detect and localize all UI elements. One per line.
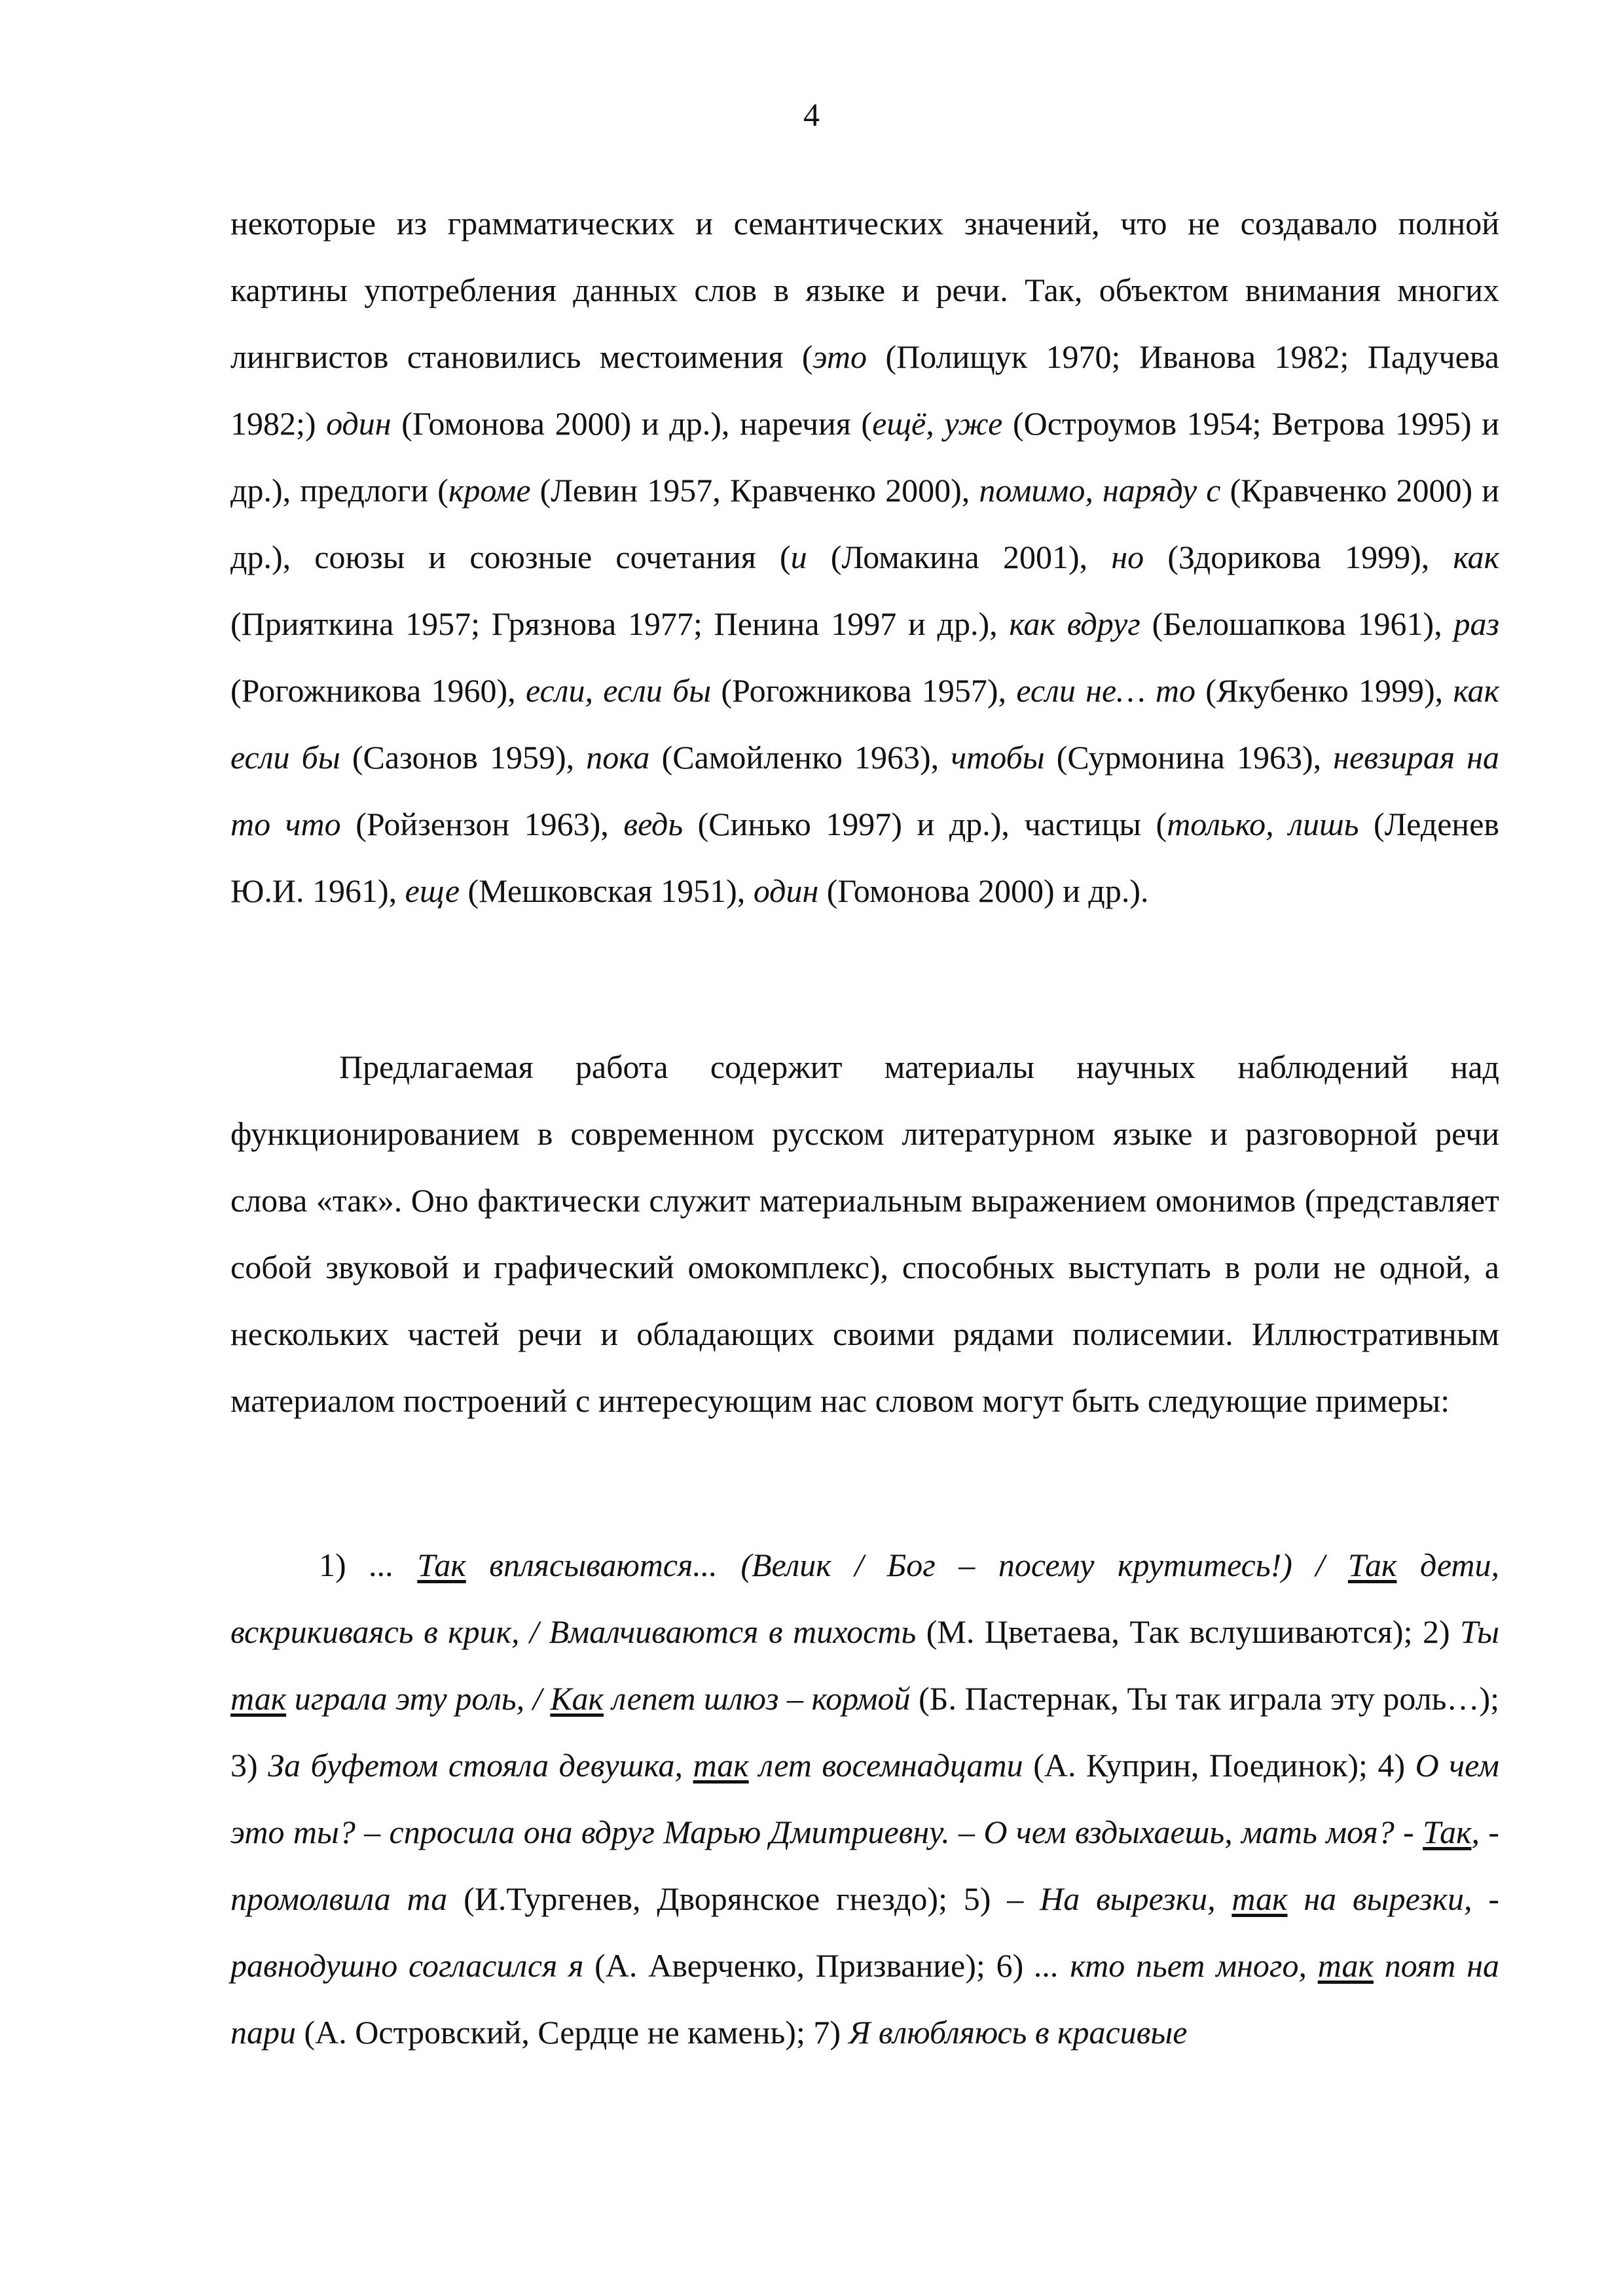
italic-term: как (1453, 539, 1499, 575)
text: (Здорикова 1999), (1144, 539, 1453, 575)
italic-term: как если бы (230, 672, 1500, 776)
example-text: лепет шлюз – кормой (603, 1680, 911, 1717)
underlined-word: Так (1423, 1814, 1472, 1850)
example-text: лет восемнадцати (748, 1747, 1023, 1784)
example-source: (Б. Пастернак, Ты так играла эту роль…); 3) (230, 1680, 1499, 1784)
page-number: 4 (803, 96, 820, 133)
example-text: , - промолвила та (230, 1814, 1499, 1917)
example-text: ... кто пьет много, (1034, 1947, 1318, 1984)
italic-term: пока (586, 739, 650, 776)
underlined-word: Так (1347, 1547, 1397, 1583)
italic-term: это (812, 338, 867, 375)
example-text: За буфетом стояла девушка, (268, 1747, 693, 1784)
text: (Самойленко 1963), (649, 739, 951, 776)
example-source: (А. Островский, Сердце не камень); 7) (296, 2014, 849, 2051)
italic-term: и (790, 539, 807, 575)
italic-term: раз (1453, 605, 1500, 642)
text: некоторые из грамматических и семантических значений, что не создавало полной картины употребления данных слов в языке и речи. Так, объектом внимания многих лингвистов становились местоимения ( (230, 205, 1499, 375)
example-text: дети, вскрикиваясь в крик, / Вмалчиваются в тихость (230, 1547, 1499, 1650)
example-text: Я влюбляюсь в красивые (848, 2014, 1188, 2051)
example-source: (А. Аверченко, Призвание); 6) (583, 1947, 1035, 1984)
text: (Сурмонина 1963), (1044, 739, 1334, 776)
text: (Ломакина 2001), (807, 539, 1112, 575)
text: (Леденев Ю.И. 1961), (230, 806, 1499, 909)
italic-term: ведь (623, 806, 684, 842)
italic-term: помимо, наряду с (979, 472, 1221, 509)
italic-term: кроме (448, 472, 531, 509)
italic-term: как вдруг (1009, 605, 1140, 642)
paragraph-examples (230, 1499, 1499, 2098)
text: (Синько 1997) и др.), частицы ( (683, 806, 1167, 842)
italic-term: ещё, уже (872, 405, 1003, 442)
example-text: ... (369, 1547, 418, 1583)
text: (Кравченко 2000) и др.), союзы и союзные сочетания ( (230, 472, 1499, 575)
example-text: играла эту роль, / (286, 1680, 551, 1717)
italic-term: чтобы (951, 739, 1045, 776)
italic-term: невзирая на то что (230, 739, 1500, 842)
text: (Белошапкова 1961), (1140, 605, 1454, 642)
italic-term: если не… то (1016, 672, 1196, 709)
text: (Левин 1957, Кравченко 2000), (530, 472, 979, 509)
italic-term: но (1111, 539, 1144, 575)
paragraph-text: Предлагаемая работа содержит материалы научных наблюдений над функционированием в современном русском литературном языке и разговорной речи слова «так». Оно фактически служит материальным выражением омонимов (представляет собой звуковой и графический омокомплекс), способных выступать в роли не одной, а нескольких частей речи и обладающих своими рядами полисемии. Иллюстративным материалом построений с интересующим нас словом могут быть следующие примеры: (230, 1049, 1499, 1419)
text: (Рогожникова 1957), (711, 672, 1017, 709)
example-source: (М. Цветаева, Так вслушиваются); 2) (916, 1613, 1461, 1650)
italic-term: еще (405, 872, 460, 909)
text: (Гомонова 2000) и др.), наречия ( (391, 405, 873, 442)
text: (Якубенко 1999), (1195, 672, 1453, 709)
text: (Рогожникова 1960), (230, 672, 526, 709)
text: (Ройзензон 1963), (340, 806, 624, 842)
example-text: поят на пари (230, 1947, 1499, 2051)
example-text: на вырезки, - равнодушно согласился я (230, 1880, 1500, 1984)
example-text: Ты (1460, 1613, 1500, 1650)
text: (Прияткина 1957; Грязнова 1977; Пенина 1997 и др.), (230, 605, 1010, 642)
text: (Сазонов 1959), (340, 739, 587, 776)
example-source: (И.Тургенев, Дворянское гнездо); 5) (447, 1880, 1008, 1917)
text: (Полищук 1970; Иванова 1982; Падучева 1982;) (230, 338, 1499, 442)
example-source: (А. Куприн, Поединок); 4) (1023, 1747, 1415, 1784)
italic-term: один (326, 405, 392, 442)
paragraph-references (230, 190, 1499, 924)
italic-term: только, лишь (1167, 806, 1359, 842)
underlined-word: так (1231, 1880, 1288, 1917)
example-text: О чем это ты? – спросила она вдруг Марью Дмитриевну. – О чем вздыхаешь, мать моя? - (230, 1747, 1499, 1850)
example-number: 1) (319, 1547, 370, 1583)
underlined-word: так (1317, 1947, 1374, 1984)
italic-term: если, если бы (525, 672, 712, 709)
italic-term: один (753, 872, 819, 909)
text: (Мешковская 1951), (460, 872, 754, 909)
example-text: – На вырезки, (1007, 1880, 1232, 1917)
text: (Остроумов 1954; Ветрова 1995) и др.), предлоги ( (230, 405, 1499, 509)
underlined-word: Так (417, 1547, 466, 1583)
paragraph-introduction (230, 1033, 1499, 1434)
underlined-word: так (230, 1680, 287, 1717)
underlined-word: Как (550, 1680, 604, 1717)
text: (Гомонова 2000) и др.). (818, 872, 1149, 909)
underlined-word: так (693, 1747, 749, 1784)
example-text: вплясываются... (Велик / Бог – посему крутитесь!) / (465, 1547, 1348, 1583)
